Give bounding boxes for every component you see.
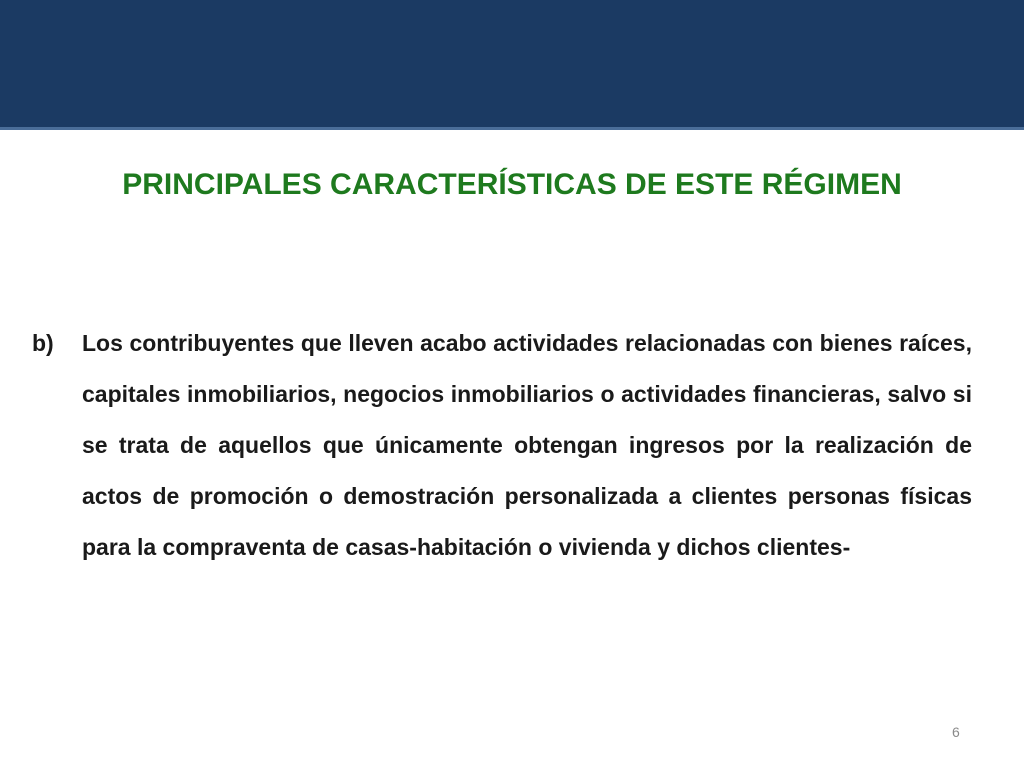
page-number: 6: [952, 724, 960, 740]
list-item-text: Los contribuyentes que lleven acabo actividades relacionadas con bienes raíces, capitales inmobiliarios, negocios inmobiliarios o actividades financieras, salvo si se trata de aquellos que únicamente obtengan ingresos por la realización de actos de promoción o demostración personalizada a clientes personas físicas para la compraventa de casas-habitación o vivienda y dichos clientes-: [82, 330, 972, 560]
list-item-marker: b): [32, 330, 54, 356]
header-band: [0, 0, 1024, 130]
slide-title: PRINCIPALES CARACTERÍSTICAS DE ESTE RÉGIMEN: [122, 168, 902, 201]
